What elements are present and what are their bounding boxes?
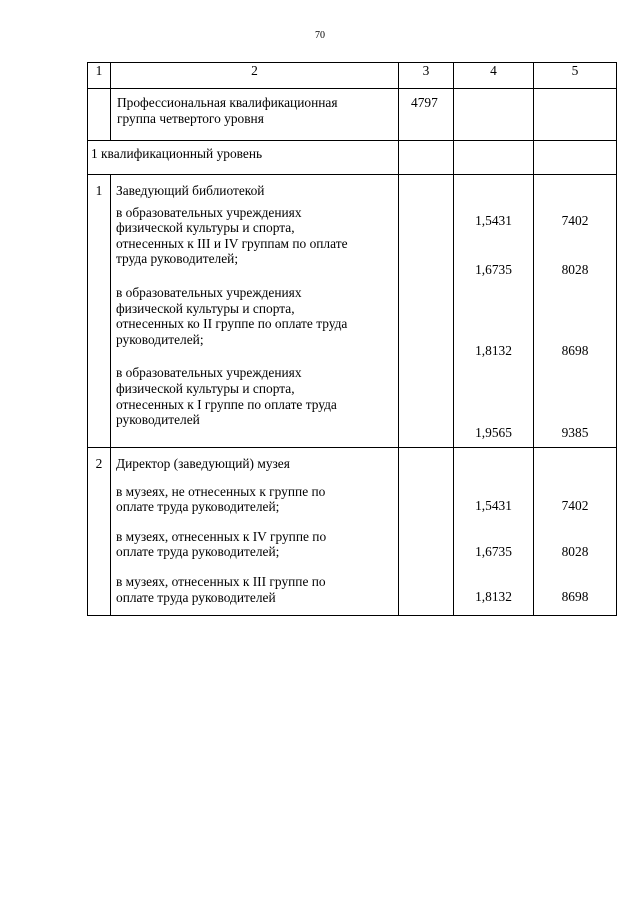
salary-value: 8028 [561, 262, 589, 277]
condition-text [111, 529, 398, 560]
empty-cell [454, 89, 534, 141]
condition-line: отнесенных к I группе по оплате труда [116, 396, 337, 412]
header-cell: 2 [111, 63, 399, 89]
coefficient-value: 1,9565 [475, 425, 512, 440]
coefficient-column [454, 175, 534, 448]
salary-table [87, 62, 617, 616]
page-number: 70 [315, 30, 325, 41]
condition-line: в музеях, не отнесенных к группе по [116, 483, 326, 499]
condition-line: руководителей [116, 412, 200, 428]
salary-value: 7402 [561, 213, 589, 228]
qualification-group-name [111, 89, 399, 141]
empty-cell [534, 141, 617, 175]
position-title: Заведующий библиотекой [116, 183, 265, 198]
condition-text [111, 484, 398, 515]
condition-line: в музеях, отнесенных к IV группе по [116, 528, 327, 544]
condition-line: физической культуры и спорта, [116, 380, 295, 396]
empty-cell [399, 141, 454, 175]
position-row [88, 448, 617, 616]
coefficient-value: 1,8132 [475, 589, 512, 604]
empty-cell [88, 89, 111, 141]
empty-cell [399, 448, 454, 616]
condition-line: в образовательных учреждениях [116, 204, 302, 220]
qualification-level-label: 1 квалификационный уровень [88, 141, 399, 175]
condition-line: оплате труда руководителей; [116, 544, 280, 560]
salary-value: 8698 [561, 343, 589, 358]
group-name-line: группа четвертого уровня [117, 110, 264, 126]
salary-value: 8028 [561, 544, 589, 559]
salary-value: 7402 [561, 498, 589, 513]
salary-column [534, 175, 617, 448]
qualification-level-row [88, 141, 617, 175]
position-row [88, 175, 617, 448]
header-cell: 5 [534, 63, 617, 89]
condition-text [111, 285, 398, 347]
group-name-line: Профессиональная квалификационная [117, 95, 338, 110]
empty-cell [399, 175, 454, 448]
condition-line: руководителей; [116, 331, 204, 347]
base-salary: 4797 [399, 89, 454, 141]
salary-column [534, 448, 617, 616]
empty-cell [534, 89, 617, 141]
coefficient-column [454, 448, 534, 616]
condition-line: оплате труда руководителей; [116, 499, 280, 515]
condition-line: отнесенных ко II группе по оплате труда [116, 316, 348, 332]
condition-line: в образовательных учреждениях [116, 284, 302, 300]
condition-line: физической культуры и спорта, [116, 300, 295, 316]
position-title: Директор (заведующий) музея [116, 456, 290, 471]
position-number: 2 [88, 448, 111, 616]
condition-text [111, 574, 398, 605]
header-cell: 3 [399, 63, 454, 89]
qualification-group-row [88, 89, 617, 141]
salary-value: 9385 [561, 425, 589, 440]
table-header-row [88, 63, 617, 89]
position-description [111, 448, 399, 616]
coefficient-value: 1,5431 [475, 213, 512, 228]
header-cell: 1 [88, 63, 111, 89]
condition-line: отнесенных к III и IV группам по оплате [116, 235, 348, 251]
condition-line: в музеях, отнесенных к III группе по [116, 573, 326, 589]
condition-text [111, 205, 398, 267]
condition-line: оплате труда руководителей [116, 589, 276, 605]
condition-line: труда руководителей; [116, 251, 239, 267]
header-cell: 4 [454, 63, 534, 89]
position-description [111, 175, 399, 448]
condition-line: в образовательных учреждениях [116, 365, 302, 381]
coefficient-value: 1,6735 [475, 262, 512, 277]
coefficient-value: 1,6735 [475, 544, 512, 559]
condition-text [111, 365, 398, 427]
coefficient-value: 1,8132 [475, 343, 512, 358]
position-number: 1 [88, 175, 111, 448]
coefficient-value: 1,5431 [475, 498, 512, 513]
salary-value: 8698 [561, 589, 589, 604]
empty-cell [454, 141, 534, 175]
condition-line: физической культуры и спорта, [116, 220, 295, 236]
